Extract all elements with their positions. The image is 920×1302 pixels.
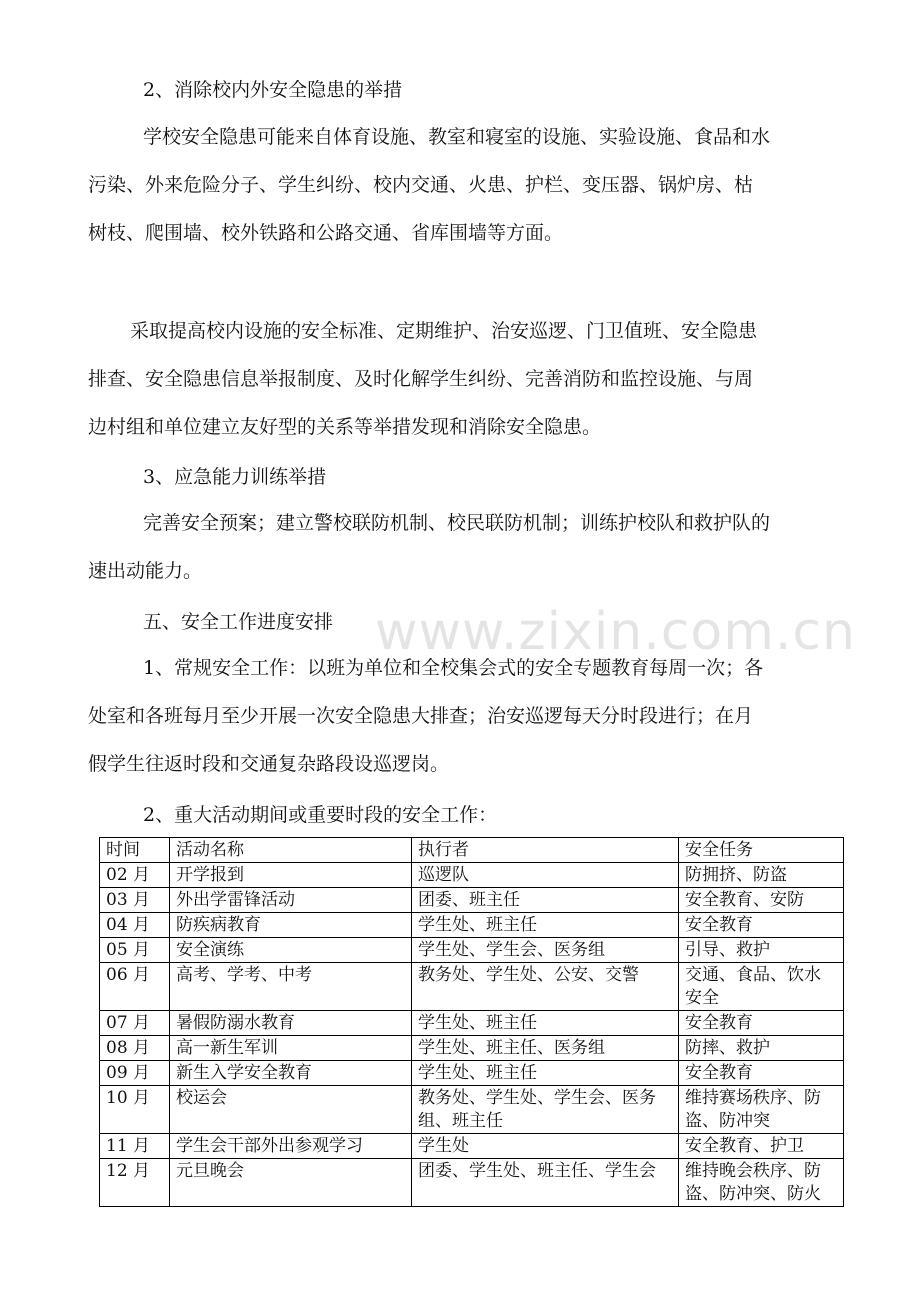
month-cell: 02 月 bbox=[100, 863, 170, 888]
text-line: 速出动能力。 bbox=[88, 560, 203, 582]
header-cell: 活动名称 bbox=[170, 838, 412, 863]
table-row bbox=[100, 1086, 844, 1134]
activity-cell: 安全演练 bbox=[170, 938, 412, 963]
table-row bbox=[100, 863, 844, 888]
text-line: 边村组和单位建立友好型的关系等举措发现和消除安全隐患。 bbox=[88, 416, 602, 438]
executor-cell: 巡逻队 bbox=[412, 863, 679, 888]
table-row bbox=[100, 913, 844, 938]
text-line: 1、常规安全工作：以班为单位和全校集会式的安全专题教育每周一次；各 bbox=[143, 657, 764, 679]
task-cell: 引导、救护 bbox=[679, 938, 844, 963]
month-cell: 08 月 bbox=[100, 1036, 170, 1061]
table-row bbox=[100, 1159, 844, 1207]
table-row bbox=[100, 963, 844, 1011]
table-row bbox=[100, 938, 844, 963]
text-line: 树枝、爬围墙、校外铁路和公路交通、省库围墙等方面。 bbox=[88, 222, 564, 244]
table-row bbox=[100, 1036, 844, 1061]
month-cell: 06 月 bbox=[100, 963, 170, 1011]
month-cell: 09 月 bbox=[100, 1061, 170, 1086]
watermark: www.zixin.com.cn bbox=[375, 602, 856, 662]
activity-cell: 开学报到 bbox=[170, 863, 412, 888]
activity-cell: 高一新生军训 bbox=[170, 1036, 412, 1061]
section-heading: 五、安全工作进度安排 bbox=[143, 611, 334, 633]
header-cell: 安全任务 bbox=[679, 838, 844, 863]
text-line: 假学生往返时段和交通复杂路段设巡逻岗。 bbox=[88, 753, 450, 775]
task-cell: 安全教育、安防 bbox=[679, 888, 844, 913]
month-cell: 11 月 bbox=[100, 1134, 170, 1159]
text-line: 学校安全隐患可能来自体育设施、教室和寝室的设施、实验设施、食品和水 bbox=[143, 126, 771, 148]
activity-cell: 新生入学安全教育 bbox=[170, 1061, 412, 1086]
executor-cell: 教务处、学生处、学生会、医务组、班主任 bbox=[412, 1086, 679, 1134]
executor-cell: 学生处、班主任 bbox=[412, 1061, 679, 1086]
table-row bbox=[100, 1011, 844, 1036]
task-cell: 安全教育、护卫 bbox=[679, 1134, 844, 1159]
text-line: 采取提高校内设施的安全标准、定期维护、治安巡逻、门卫值班、安全隐患 bbox=[130, 320, 758, 342]
task-cell: 防摔、救护 bbox=[679, 1036, 844, 1061]
header-cell: 执行者 bbox=[412, 838, 679, 863]
activity-cell: 外出学雷锋活动 bbox=[170, 888, 412, 913]
month-cell: 04 月 bbox=[100, 913, 170, 938]
table-body bbox=[100, 863, 844, 1207]
table-row bbox=[100, 888, 844, 913]
task-cell: 交通、食品、饮水安全 bbox=[679, 963, 844, 1011]
executor-cell: 学生处、班主任 bbox=[412, 913, 679, 938]
task-cell: 安全教育 bbox=[679, 1011, 844, 1036]
table-row bbox=[100, 1061, 844, 1086]
executor-cell: 团委、学生处、班主任、学生会 bbox=[412, 1159, 679, 1207]
month-cell: 05 月 bbox=[100, 938, 170, 963]
executor-cell: 学生处、学生会、医务组 bbox=[412, 938, 679, 963]
month-cell: 07 月 bbox=[100, 1011, 170, 1036]
month-cell: 10 月 bbox=[100, 1086, 170, 1134]
schedule-table bbox=[99, 837, 844, 1207]
executor-cell: 学生处 bbox=[412, 1134, 679, 1159]
executor-cell: 团委、班主任 bbox=[412, 888, 679, 913]
text-line: 完善安全预案；建立警校联防机制、校民联防机制；训练护校队和救护队的 bbox=[143, 512, 771, 534]
month-cell: 12 月 bbox=[100, 1159, 170, 1207]
task-cell: 安全教育 bbox=[679, 1061, 844, 1086]
task-cell: 维持赛场秩序、防盗、防冲突 bbox=[679, 1086, 844, 1134]
task-cell: 维持晚会秩序、防盗、防冲突、防火 bbox=[679, 1159, 844, 1207]
task-cell: 防拥挤、防盗 bbox=[679, 863, 844, 888]
executor-cell: 学生处、班主任、医务组 bbox=[412, 1036, 679, 1061]
executor-cell: 学生处、班主任 bbox=[412, 1011, 679, 1036]
activity-cell: 元旦晚会 bbox=[170, 1159, 412, 1207]
task-cell: 安全教育 bbox=[679, 913, 844, 938]
month-cell: 03 月 bbox=[100, 888, 170, 913]
activity-cell: 校运会 bbox=[170, 1086, 412, 1134]
text-line: 处室和各班每月至少开展一次安全隐患大排查；治安巡逻每天分时段进行；在月 bbox=[88, 705, 754, 727]
text-line: 排查、安全隐患信息举报制度、及时化解学生纠纷、完善消防和监控设施、与周 bbox=[88, 368, 754, 390]
activity-cell: 暑假防溺水教育 bbox=[170, 1011, 412, 1036]
activity-cell: 学生会干部外出参观学习 bbox=[170, 1134, 412, 1159]
table-row bbox=[100, 1134, 844, 1159]
text-line: 污染、外来危险分子、学生纠纷、校内交通、火患、护栏、变压器、锅炉房、枯 bbox=[88, 174, 754, 196]
table-header-row bbox=[100, 838, 844, 863]
header-cell: 时间 bbox=[100, 838, 170, 863]
section-heading: 3、应急能力训练举措 bbox=[143, 466, 327, 488]
section-heading: 2、消除校内外安全隐患的举措 bbox=[143, 79, 403, 101]
activity-cell: 高考、学考、中考 bbox=[170, 963, 412, 1011]
executor-cell: 教务处、学生处、公安、交警 bbox=[412, 963, 679, 1011]
activity-cell: 防疾病教育 bbox=[170, 913, 412, 938]
table-heading: 2、重大活动期间或重要时段的安全工作： bbox=[143, 804, 498, 826]
